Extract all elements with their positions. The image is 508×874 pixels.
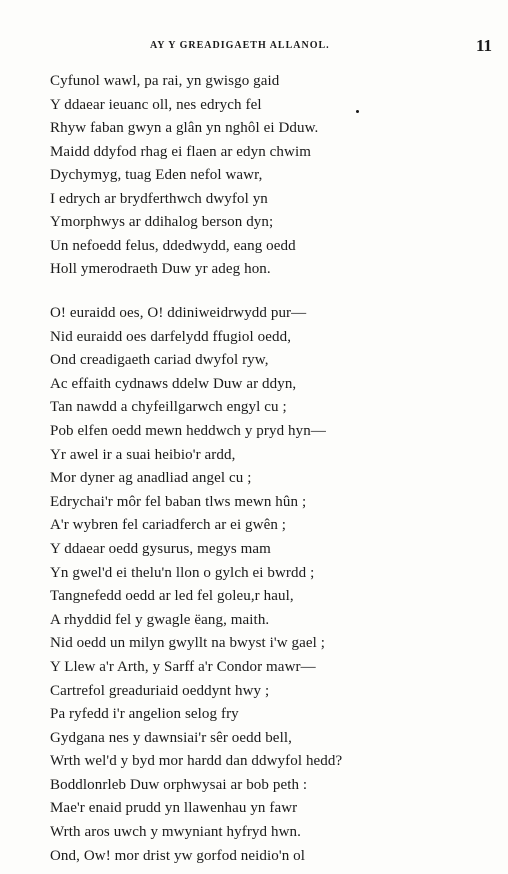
verse-line: Ymorphwys ar ddihalog berson dyn; (50, 214, 274, 230)
verse-line: I edrych ar brydferthwch dwyfol yn (50, 190, 268, 207)
verse-line: Edrychai'r môr fel baban tlws mewn hûn ; (50, 493, 307, 510)
verse-line: Wrth aros uwch y mwyniant hyfryd hwn. (50, 824, 301, 841)
verse-line: Maidd ddyfod rhag ei flaen ar edyn chwim (50, 143, 311, 160)
verse-line: Yn gwel'd ei thelu'n llon o gylch ei bwrdd ; (50, 564, 315, 581)
verse-line: O! euraidd oes, O! ddiniweidrwydd pur— (50, 305, 307, 321)
verse-line: Pob elfen oedd mewn heddwch y pryd hyn— (50, 422, 326, 439)
verse-line: Gydgana nes y dawnsiai'r sêr oedd bell, (50, 729, 292, 746)
verse-line: Dychymyg, tuag Eden nefol wawr, (50, 167, 263, 183)
verse-line: A'r wybren fel cariadferch ar ei gwên ; (50, 517, 287, 534)
verse-line: Wrth wel'd y byd mor hardd dan ddwyfol hedd? (50, 753, 343, 770)
verse-line: Y Llew a'r Arth, y Sarff a'r Condor mawr— (50, 658, 316, 675)
verse-line: Ond, Ow! mor drist yw gorfod neidio'n ol (50, 847, 306, 864)
verse-line: Ond creadigaeth cariad dwyfol ryw, (50, 352, 269, 369)
verse-line: Ac effaith cydnaws ddelw Duw ar ddyn, (50, 375, 297, 392)
verse-line: Y ddaear ieuanc oll, nes edrych fel (50, 96, 262, 113)
verse-line: Tan nawdd a chyfeillgarwch engyl cu ; (50, 399, 287, 416)
verse-line: Mae'r enaid prudd yn llawenhau yn fawr (50, 800, 298, 817)
ink-speck (356, 110, 359, 113)
verse-line: Rhyw faban gwyn a glân yn nghôl ei Dduw. (50, 120, 319, 136)
stanza-2 (50, 302, 450, 868)
verse-line: Cartrefol greaduriaid oeddynt hwy ; (50, 682, 270, 699)
verse-line: Yr awel ir a suai heibio'r ardd, (50, 446, 236, 463)
verse-line: A rhyddid fel y gwagle ëang, maith. (50, 611, 270, 628)
verse-line: Nid oedd un milyn gwyllt na bwyst i'w gael ; (50, 635, 325, 652)
page-number: 11 (475, 36, 492, 55)
running-title: AY Y GREADIGAETH ALLANOL. (150, 40, 330, 51)
stanza-1 (50, 70, 450, 282)
verse-line: Y ddaear oedd gysurus, megys mam (50, 540, 271, 557)
verse-line: Holl ymerodraeth Duw yr adeg hon. (50, 261, 271, 277)
verse-line: Mor dyner ag anadliad angel cu ; (50, 470, 252, 487)
verse-line: Nid euraidd oes darfelydd ffugiol oedd, (50, 328, 292, 345)
verse-line: Tangnefedd oedd ar led fel goleu,r haul, (50, 588, 294, 605)
verse-line: Un nefoedd felus, ddedwydd, eang oedd (50, 237, 296, 254)
verse-line: Cyfunol wawl, pa rai, yn gwisgo gaid (50, 73, 280, 89)
verse-line: Pa ryfedd i'r angelion selog fry (50, 706, 239, 723)
verse-line: Boddlonrleb Duw orphwysai ar bob peth : (50, 776, 308, 793)
running-head (0, 36, 508, 56)
